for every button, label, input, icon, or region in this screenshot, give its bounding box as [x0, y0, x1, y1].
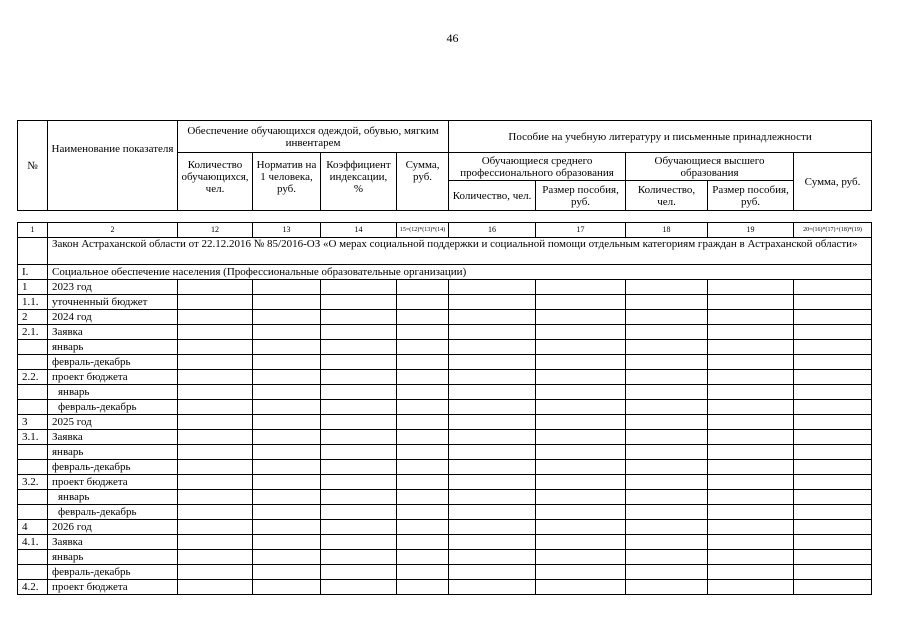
column-number: 19: [708, 223, 794, 238]
value-cell: [178, 505, 253, 520]
table-row: [18, 505, 872, 520]
value-cell: [626, 310, 708, 325]
value-cell: [536, 460, 626, 475]
row-number: [18, 565, 48, 580]
value-cell: [626, 475, 708, 490]
table-row: [18, 550, 872, 565]
value-cell: [536, 580, 626, 595]
law-num-cell: [18, 238, 48, 265]
value-cell: [794, 565, 872, 580]
header-sub-secondary: Обучающиеся среднего профессионального образования: [449, 153, 626, 181]
value-cell: [536, 565, 626, 580]
value-cell: [708, 565, 794, 580]
row-number: 2.1.: [18, 325, 48, 340]
row-number: 4.2.: [18, 580, 48, 595]
header-clothing-sum: Сумма, руб.: [397, 153, 449, 211]
header-clothing-coef: Коэффициент индексации, %: [321, 153, 397, 211]
value-cell: [626, 280, 708, 295]
value-cell: [321, 295, 397, 310]
value-cell: [626, 370, 708, 385]
header-secondary-size: Размер пособия, руб.: [536, 181, 626, 211]
value-cell: [794, 505, 872, 520]
value-cell: [449, 325, 536, 340]
row-label: февраль-декабрь: [48, 505, 178, 520]
value-cell: [321, 445, 397, 460]
value-cell: [397, 415, 449, 430]
row-number: [18, 385, 48, 400]
value-cell: [449, 310, 536, 325]
value-cell: [708, 340, 794, 355]
value-cell: [794, 325, 872, 340]
row-label: Заявка: [48, 325, 178, 340]
value-cell: [253, 430, 321, 445]
value-cell: [253, 505, 321, 520]
value-cell: [321, 310, 397, 325]
law-text: Закон Астраханской области от 22.12.2016 № 85/2016-ОЗ «О мерах социальной поддержки и социальной помощи отдельным категориям граждан в Астраханской области»: [48, 238, 872, 265]
value-cell: [321, 370, 397, 385]
page-number: 46: [446, 31, 459, 45]
value-cell: [536, 400, 626, 415]
value-cell: [536, 505, 626, 520]
value-cell: [321, 415, 397, 430]
value-cell: [321, 535, 397, 550]
value-cell: [708, 535, 794, 550]
row-label: Заявка: [48, 535, 178, 550]
value-cell: [708, 520, 794, 535]
value-cell: [794, 415, 872, 430]
table-header: [17, 120, 872, 211]
value-cell: [397, 385, 449, 400]
row-label: 2024 год: [48, 310, 178, 325]
value-cell: [178, 280, 253, 295]
value-cell: [626, 325, 708, 340]
value-cell: [626, 505, 708, 520]
value-cell: [794, 370, 872, 385]
value-cell: [178, 445, 253, 460]
table-row: [18, 520, 872, 535]
table-row: [18, 400, 872, 415]
value-cell: [794, 550, 872, 565]
value-cell: [321, 520, 397, 535]
header-clothing-norm: Норматив на 1 человека, руб.: [253, 153, 321, 211]
table-row: [18, 310, 872, 325]
row-number: [18, 445, 48, 460]
header-no: №: [18, 121, 48, 211]
value-cell: [536, 355, 626, 370]
value-cell: [397, 340, 449, 355]
value-cell: [708, 355, 794, 370]
value-cell: [253, 550, 321, 565]
value-cell: [397, 430, 449, 445]
value-cell: [253, 565, 321, 580]
value-cell: [794, 520, 872, 535]
row-label: январь: [48, 340, 178, 355]
row-label: январь: [48, 490, 178, 505]
value-cell: [708, 460, 794, 475]
row-number: [18, 505, 48, 520]
value-cell: [178, 490, 253, 505]
row-number: 3.2.: [18, 475, 48, 490]
value-cell: [626, 400, 708, 415]
value-cell: [536, 445, 626, 460]
value-cell: [708, 280, 794, 295]
header-group-allowance: Пособие на учебную литературу и письменные принадлежности: [449, 121, 872, 153]
value-cell: [253, 535, 321, 550]
value-cell: [536, 295, 626, 310]
value-cell: [626, 385, 708, 400]
table-row: [18, 325, 872, 340]
value-cell: [536, 535, 626, 550]
row-label: Заявка: [48, 430, 178, 445]
column-number: 18: [626, 223, 708, 238]
row-number: 3: [18, 415, 48, 430]
value-cell: [253, 475, 321, 490]
value-cell: [449, 295, 536, 310]
value-cell: [253, 415, 321, 430]
value-cell: [449, 460, 536, 475]
header-higher-size: Размер пособия, руб.: [708, 181, 794, 211]
header-higher-count: Количество, чел.: [626, 181, 708, 211]
value-cell: [794, 355, 872, 370]
value-cell: [626, 535, 708, 550]
section-num: I.: [18, 265, 48, 280]
value-cell: [397, 565, 449, 580]
column-number: 15=(12)*(13)*(14): [397, 223, 449, 238]
table-row: [18, 280, 872, 295]
value-cell: [397, 460, 449, 475]
header-clothing-count: Количество обучающихся, чел.: [178, 153, 253, 211]
column-number: 13: [253, 223, 321, 238]
value-cell: [178, 310, 253, 325]
value-cell: [794, 385, 872, 400]
section-title: Социальное обеспечение населения (Профессиональные образовательные организации): [48, 265, 872, 280]
value-cell: [794, 535, 872, 550]
value-cell: [178, 460, 253, 475]
value-cell: [449, 415, 536, 430]
value-cell: [178, 565, 253, 580]
value-cell: [449, 580, 536, 595]
value-cell: [178, 520, 253, 535]
value-cell: [253, 445, 321, 460]
table-row: [18, 355, 872, 370]
table-row: [18, 565, 872, 580]
row-label: февраль-декабрь: [48, 565, 178, 580]
value-cell: [449, 370, 536, 385]
value-cell: [794, 475, 872, 490]
value-cell: [178, 475, 253, 490]
value-cell: [253, 325, 321, 340]
table-row: [18, 295, 872, 310]
value-cell: [794, 400, 872, 415]
value-cell: [708, 310, 794, 325]
value-cell: [708, 490, 794, 505]
table-rows: [18, 223, 872, 595]
value-cell: [794, 490, 872, 505]
value-cell: [397, 475, 449, 490]
column-number: 12: [178, 223, 253, 238]
value-cell: [178, 355, 253, 370]
value-cell: [708, 580, 794, 595]
value-cell: [253, 340, 321, 355]
value-cell: [321, 505, 397, 520]
table-row: [18, 490, 872, 505]
value-cell: [708, 385, 794, 400]
column-number: 2: [48, 223, 178, 238]
law-row: [18, 238, 872, 265]
row-label: январь: [48, 550, 178, 565]
value-cell: [253, 520, 321, 535]
value-cell: [794, 445, 872, 460]
row-number: [18, 460, 48, 475]
value-cell: [253, 460, 321, 475]
value-cell: [536, 280, 626, 295]
value-cell: [253, 385, 321, 400]
row-number: 3.1.: [18, 430, 48, 445]
value-cell: [794, 580, 872, 595]
value-cell: [178, 295, 253, 310]
row-number: 4: [18, 520, 48, 535]
row-number: [18, 340, 48, 355]
row-number: [18, 490, 48, 505]
value-cell: [449, 385, 536, 400]
value-cell: [449, 520, 536, 535]
value-cell: [178, 430, 253, 445]
value-cell: [626, 295, 708, 310]
value-cell: [321, 340, 397, 355]
value-cell: [178, 400, 253, 415]
value-cell: [449, 445, 536, 460]
column-number: 17: [536, 223, 626, 238]
value-cell: [708, 415, 794, 430]
value-cell: [708, 430, 794, 445]
value-cell: [178, 580, 253, 595]
value-cell: [708, 370, 794, 385]
table-row: [18, 535, 872, 550]
row-number: 2: [18, 310, 48, 325]
value-cell: [397, 355, 449, 370]
value-cell: [321, 280, 397, 295]
value-cell: [794, 310, 872, 325]
column-number: 14: [321, 223, 397, 238]
value-cell: [626, 445, 708, 460]
value-cell: [626, 340, 708, 355]
value-cell: [708, 400, 794, 415]
value-cell: [536, 475, 626, 490]
value-cell: [321, 400, 397, 415]
value-cell: [626, 460, 708, 475]
value-cell: [321, 355, 397, 370]
table-row: [18, 340, 872, 355]
row-label: февраль-декабрь: [48, 355, 178, 370]
value-cell: [794, 460, 872, 475]
row-label: 2026 год: [48, 520, 178, 535]
value-cell: [536, 370, 626, 385]
value-cell: [449, 340, 536, 355]
value-cell: [708, 445, 794, 460]
value-cell: [178, 340, 253, 355]
value-cell: [321, 385, 397, 400]
table-row: [18, 445, 872, 460]
table-row: [18, 460, 872, 475]
header-secondary-count: Количество, чел.: [449, 181, 536, 211]
value-cell: [794, 280, 872, 295]
row-number: 4.1.: [18, 535, 48, 550]
value-cell: [536, 385, 626, 400]
table-row: [18, 430, 872, 445]
value-cell: [178, 385, 253, 400]
row-label: проект бюджета: [48, 475, 178, 490]
value-cell: [708, 295, 794, 310]
value-cell: [536, 415, 626, 430]
table-body: [17, 222, 872, 595]
value-cell: [321, 550, 397, 565]
row-label: 2023 год: [48, 280, 178, 295]
row-label: уточненный бюджет: [48, 295, 178, 310]
value-cell: [253, 355, 321, 370]
header-group-clothing: Обеспечение обучающихся одеждой, обувью, мягким инвентарем: [178, 121, 449, 153]
value-cell: [536, 550, 626, 565]
value-cell: [397, 310, 449, 325]
value-cell: [178, 415, 253, 430]
column-number-row: [18, 223, 872, 238]
value-cell: [397, 445, 449, 460]
value-cell: [449, 355, 536, 370]
row-label: январь: [48, 445, 178, 460]
value-cell: [626, 430, 708, 445]
value-cell: [178, 370, 253, 385]
value-cell: [397, 520, 449, 535]
value-cell: [449, 490, 536, 505]
value-cell: [321, 325, 397, 340]
value-cell: [626, 355, 708, 370]
value-cell: [449, 535, 536, 550]
value-cell: [449, 400, 536, 415]
value-cell: [536, 490, 626, 505]
row-number: 2.2.: [18, 370, 48, 385]
value-cell: [321, 430, 397, 445]
section-row: [18, 265, 872, 280]
value-cell: [178, 535, 253, 550]
value-cell: [449, 565, 536, 580]
value-cell: [794, 340, 872, 355]
table-row: [18, 475, 872, 490]
value-cell: [536, 340, 626, 355]
header-sub-higher: Обучающиеся высшего образования: [626, 153, 794, 181]
value-cell: [397, 580, 449, 595]
value-cell: [321, 490, 397, 505]
value-cell: [321, 475, 397, 490]
row-number: 1.1.: [18, 295, 48, 310]
value-cell: [626, 550, 708, 565]
row-number: [18, 550, 48, 565]
value-cell: [708, 505, 794, 520]
value-cell: [626, 520, 708, 535]
row-label: 2025 год: [48, 415, 178, 430]
value-cell: [708, 550, 794, 565]
table-row: [18, 370, 872, 385]
value-cell: [397, 370, 449, 385]
header-indicator-name: Наименование показателя: [48, 121, 178, 211]
value-cell: [397, 325, 449, 340]
row-number: 1: [18, 280, 48, 295]
row-label: январь: [48, 385, 178, 400]
column-number: 20=(16)*(17)+(18)*(19): [794, 223, 872, 238]
header-allowance-sum: Сумма, руб.: [794, 153, 872, 211]
value-cell: [321, 580, 397, 595]
value-cell: [449, 475, 536, 490]
value-cell: [449, 280, 536, 295]
value-cell: [397, 295, 449, 310]
value-cell: [794, 430, 872, 445]
value-cell: [253, 280, 321, 295]
table-row: [18, 385, 872, 400]
column-number: 1: [18, 223, 48, 238]
row-number: [18, 400, 48, 415]
value-cell: [626, 490, 708, 505]
value-cell: [536, 325, 626, 340]
column-number: 16: [449, 223, 536, 238]
table-row: [18, 415, 872, 430]
value-cell: [178, 550, 253, 565]
value-cell: [178, 325, 253, 340]
value-cell: [253, 400, 321, 415]
value-cell: [449, 550, 536, 565]
row-number: [18, 355, 48, 370]
value-cell: [536, 430, 626, 445]
value-cell: [253, 370, 321, 385]
value-cell: [449, 430, 536, 445]
value-cell: [321, 460, 397, 475]
value-cell: [397, 550, 449, 565]
value-cell: [397, 490, 449, 505]
value-cell: [253, 295, 321, 310]
value-cell: [626, 565, 708, 580]
value-cell: [708, 325, 794, 340]
row-label: проект бюджета: [48, 370, 178, 385]
value-cell: [397, 505, 449, 520]
value-cell: [536, 310, 626, 325]
row-label: февраль-декабрь: [48, 460, 178, 475]
value-cell: [397, 535, 449, 550]
value-cell: [536, 520, 626, 535]
value-cell: [397, 280, 449, 295]
value-cell: [626, 415, 708, 430]
value-cell: [708, 475, 794, 490]
value-cell: [253, 310, 321, 325]
value-cell: [794, 295, 872, 310]
value-cell: [626, 580, 708, 595]
value-cell: [253, 490, 321, 505]
table-row: [18, 580, 872, 595]
row-label: проект бюджета: [48, 580, 178, 595]
value-cell: [253, 580, 321, 595]
value-cell: [397, 400, 449, 415]
value-cell: [449, 505, 536, 520]
row-label: февраль-декабрь: [48, 400, 178, 415]
value-cell: [321, 565, 397, 580]
